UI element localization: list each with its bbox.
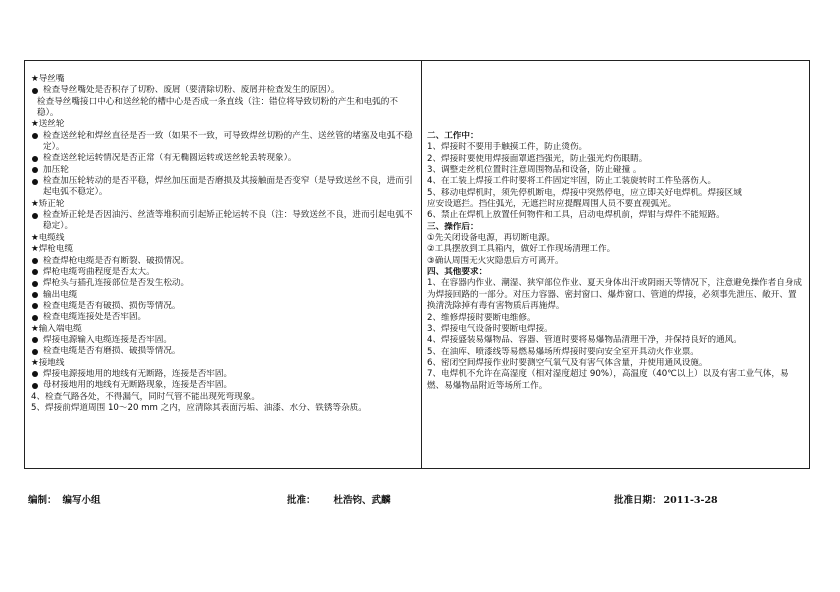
list-item: 检查导丝嘴处是否积存了切粉、废屑（要清除切粉、废屑并检查发生的原因）。	[31, 85, 415, 96]
list-item: 输出电缆	[31, 290, 415, 301]
date-value: 2011-3-28	[663, 495, 718, 506]
numbered-item: ③确认周围无火灾隐患后方可离开。	[427, 255, 564, 266]
list-item: 焊枪电缆弯曲程度是否太大。	[31, 267, 415, 278]
numbered-item: 1、焊接时不要用手触摸工件，防止烫伤。	[427, 142, 588, 153]
numbered-item: 6、禁止在焊机上放置任何物件和工具，启动电焊机前，焊钳与焊件不能短路。	[427, 210, 725, 221]
list-item: 检查电缆是否有破损、损伤等情况。	[31, 301, 415, 312]
heading-ground-wire: ★接地线	[31, 357, 65, 368]
numbered-item: 4、在工装上焊接工件时要将工件固定牢固，防止工装旋转时工件坠落伤人。	[427, 176, 717, 187]
numbered-item: ①先关闭设备电源，再切断电源。	[427, 233, 556, 244]
heading-input-cable: ★输入端电缆	[31, 323, 82, 334]
editor-label: 编制：	[28, 495, 57, 506]
approver-label: 批准：	[287, 495, 316, 506]
list-item: 检查焊枪电缆是否有断裂、破损情况。	[31, 256, 415, 267]
list-item: 检查加压轮转动的是否平稳，焊丝加压面是否磨损及其接触面是否变窄（是导致送丝不良，进而引起电弧不稳定）。	[31, 176, 415, 199]
right-column	[427, 61, 805, 468]
list-item: 加压轮	[31, 165, 415, 176]
numbered-item: 3、调整走丝机位置时注意周围物品和设备，防止碰撞 。	[427, 165, 642, 176]
numbered-item: 5、移动电焊机时，须先停机断电，焊接中突然停电，应立即关好电焊机。焊接区域	[427, 187, 742, 198]
list-item: 焊接电源接地用的地线有无断路，连接是否牢固。	[31, 369, 415, 380]
left-column	[31, 61, 415, 468]
numbered-item: 5、在油库、喷漆线等易燃易爆场所焊接时要向安全室开具动火作业票。	[427, 346, 699, 357]
approver-value: 杜浩钧、武麟	[333, 495, 391, 506]
list-item: 检查导丝嘴接口中心和送丝轮的槽中心是否成一条直线（注：错位将导致切粉的产生和电弧的不稳）。	[37, 96, 398, 119]
section-heading-after-work: 三、操作后：	[427, 221, 479, 232]
list-item: 检查电缆连接处是否牢固。	[31, 312, 415, 323]
numbered-item: 5、焊接前焊道周围 10～20 mm 之内，应清除其表面污垢、油漆、水分、铁锈等杂质。	[31, 402, 367, 413]
numbered-item: 4、检查气路各处，不得漏气，同时气管不能出现死弯现象。	[31, 391, 260, 402]
numbered-item-continued: 应安设遮拦。挡住弧光，无遮拦时应提醒周围人员不要直视弧光。	[427, 199, 677, 210]
heading-guide-nozzle: ★导丝嘴	[31, 74, 65, 84]
heading-straightening-roller: ★矫正轮	[31, 198, 65, 209]
list-item: 检查送丝轮和焊丝直径是否一致（如果不一致，可导致焊丝切粉的产生、送丝管的堵塞及电弧不稳定）。	[31, 131, 415, 154]
numbered-item: 4、焊接盛装易爆物品、容器、管道时要将易爆物品清理干净，并保持良好的通风。	[427, 335, 742, 346]
numbered-item: 2、焊接时要使用焊接面罩遮挡强光，防止强光灼伤眼睛。	[427, 153, 648, 164]
numbered-item: 3、焊接电气设备时要断电焊接。	[427, 323, 553, 334]
list-item: 母材接地用的地线有无断路现象，连接是否牢固。	[31, 380, 415, 391]
list-item: 检查电缆是否有磨损、破损等情况。	[31, 346, 415, 357]
section-heading-other-requirements: 四、其他要求：	[427, 267, 488, 278]
heading-torch-cable: ★焊枪电缆	[31, 244, 74, 255]
heading-cables: ★电缆线	[31, 232, 65, 243]
date-label: 批准日期：	[614, 495, 662, 506]
numbered-item: 6、密闭空间焊接作业时要测空气氧气及有害气体含量，并使用通风设施。	[427, 357, 708, 368]
numbered-item: 2、维修焊接时要断电维修。	[427, 312, 536, 323]
numbered-item: ②工具摆放到工具箱内，做好工作现场清理工作。	[427, 244, 616, 255]
heading-feed-roller: ★送丝轮	[31, 119, 65, 130]
footer-editor	[28, 492, 101, 506]
section-heading-during-work: 二、工作中：	[427, 131, 479, 141]
list-item: 检查矫正轮是否因油污、丝渣等堆积而引起矫正轮运转不良（注：导致送丝不良，进而引起电弧不稳定）。	[31, 210, 415, 233]
procedure-table	[24, 60, 810, 469]
numbered-item: 7、电焊机不允许在高湿度（相对湿度超过 90%），高温度（40℃以上）以及有害工业气体，易燃、易爆物品附近等场所工作。	[427, 369, 789, 391]
list-item: 焊枪头与插孔连接部位是否发生松动。	[31, 278, 415, 289]
footer-approver	[287, 492, 391, 506]
list-item: 焊接电源输入电缆连接是否牢固。	[31, 335, 415, 346]
editor-value: 编写小组	[62, 495, 101, 506]
footer-date	[614, 492, 718, 506]
numbered-item: 1、在容器内作业、潮湿、狭窄部位作业、夏天身体出汗或阴雨天等情况下，注意避免操作者自身成为焊接回路的一部分。对压力容器、密封窗口、爆炸窗口、管道的焊接，必须事先泄压、敞开、置换清洗除掉有毒有害物质后再施焊。	[427, 278, 803, 312]
list-item: 检查送丝轮运转情况是否正常（有无椭圆运转或送丝轮丢转现象）。	[31, 153, 415, 164]
column-divider	[421, 61, 422, 468]
